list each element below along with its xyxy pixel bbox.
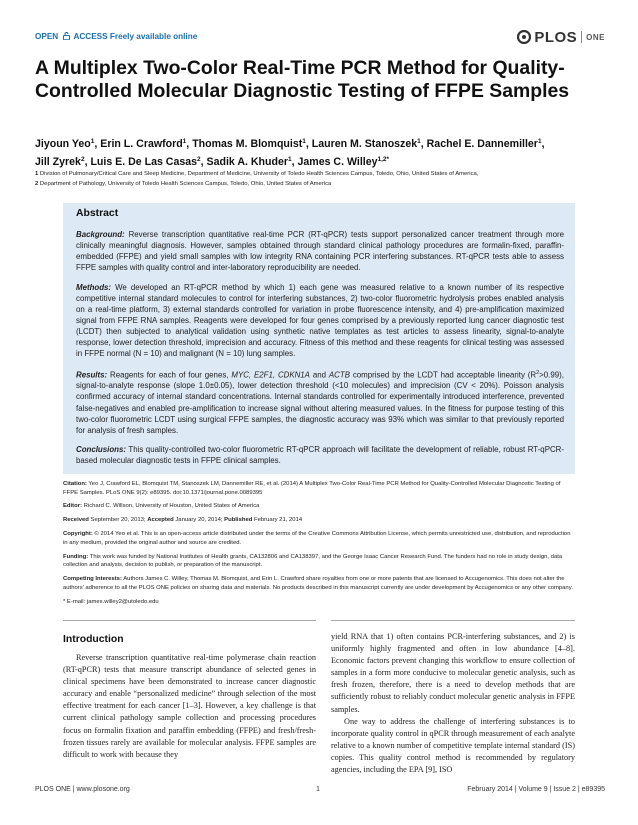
corresponding-email[interactable]: * E-mail: james.willey2@utoledo.edu bbox=[63, 598, 159, 605]
accepted-label: Accepted bbox=[147, 517, 174, 524]
article-title: A Multiplex Two-Color Real-Time PCR Method for Quality-Controlled Molecular Diagnostic Testing of FFPE Samples bbox=[35, 57, 570, 102]
author-affil-sup: 2 bbox=[197, 156, 201, 163]
funding-text: This work was funded by National Institutes of Health grants, CA132806 and CA138397, and the George Isaac Cancer Research Fund. The funders had no role in study design, data collection and analysis, decision to publish, or preparation of the manuscript. bbox=[63, 553, 563, 569]
conclusions-label: Conclusions: bbox=[76, 445, 126, 455]
copyright bbox=[63, 530, 575, 547]
open-access-label bbox=[35, 32, 197, 41]
page-footer bbox=[35, 786, 605, 798]
affiliations bbox=[35, 169, 610, 189]
plos-logo[interactable] bbox=[517, 28, 605, 46]
intro-paragraph-2: One way to address the challenge of interfering substances is to incorporate quality control in qPCR through measurement of each analyte relative to a known number of competitive template internal standard (IS) copies. This quality control method is recommended by regulatory agencies, including the EPA [9], ISO bbox=[331, 716, 575, 775]
abstract-results bbox=[76, 368, 564, 436]
editor bbox=[63, 502, 575, 511]
dates bbox=[63, 516, 575, 525]
methods-label: Methods: bbox=[76, 282, 112, 292]
author-name: Rachel E. Dannemiller bbox=[426, 138, 538, 150]
funding bbox=[63, 553, 575, 570]
column-rule-right bbox=[331, 620, 575, 621]
author-affil-sup: 1 bbox=[287, 156, 292, 163]
introduction-heading: Introduction bbox=[63, 634, 124, 645]
logo-divider bbox=[581, 31, 582, 43]
author[interactable] bbox=[35, 138, 94, 150]
abstract-body bbox=[76, 229, 564, 475]
author-name: James C. Willey bbox=[297, 156, 378, 168]
received-date: September 20, 2013; bbox=[90, 517, 146, 524]
article-metadata bbox=[63, 480, 575, 612]
editor-label: Editor: bbox=[63, 503, 82, 510]
results-text: Reagents for each of four genes, bbox=[110, 370, 232, 380]
author-affil-sup: 1 bbox=[90, 138, 95, 145]
results-genes: MYC, E2F1, CDKN1A bbox=[231, 370, 310, 380]
body-column-right bbox=[331, 631, 575, 776]
author-name: Lauren M. Stanoszek bbox=[311, 138, 418, 150]
author[interactable] bbox=[100, 138, 186, 150]
author-name: Sadik A. Khuder bbox=[206, 156, 288, 168]
results-gene4: ACTB bbox=[328, 370, 350, 380]
author-affil-sup: 1 bbox=[182, 138, 187, 145]
author-name: Thomas M. Blomquist bbox=[192, 138, 303, 150]
competing-label: Competing Interests: bbox=[63, 576, 122, 583]
body-column-left bbox=[63, 633, 316, 761]
author-affil-sup: 1 bbox=[417, 138, 421, 145]
author[interactable] bbox=[192, 138, 306, 150]
author-name: Erin L. Crawford bbox=[100, 138, 183, 150]
abstract-box bbox=[63, 203, 575, 474]
intro-paragraph-1-cont: yield RNA that 1) often contains PCR-interfering substances, and 2) is uniformly highly fragmented and often in low abundance [4–8]. Economic factors prevent changing this workflow to ensure collection of samples in a form more conducive to molecular genetic analysis, such as fresh frozen, therefore, there is a need to develop methods that are sufficiently robust to reliably conduct molecular genetic analysis in FFPE samples. bbox=[331, 632, 575, 714]
results-and: and bbox=[309, 370, 329, 380]
published-date: February 21, 2014 bbox=[253, 517, 303, 524]
open-access-text: OPEN bbox=[35, 32, 59, 41]
access-freely-text: ACCESS Freely available online bbox=[73, 32, 198, 41]
affiliation-number: 2 bbox=[35, 181, 39, 187]
author-affil-sup: 2 bbox=[80, 156, 85, 163]
citation-label: Citation: bbox=[63, 481, 87, 487]
results-label: Results: bbox=[76, 370, 108, 380]
affiliation-text: Division of Pulmonary/Critical Care and Sleep Medicine, Department of Medicine, University of Toledo Health Sciences Campus, Toledo, Ohio, United States of America, bbox=[39, 171, 479, 177]
abstract-methods bbox=[76, 282, 564, 360]
affiliation-1 bbox=[35, 169, 610, 179]
affiliation-number: 1 bbox=[35, 171, 39, 177]
author-affil-sup: 1 bbox=[302, 138, 306, 145]
author-name: Luis E. De Las Casas bbox=[90, 156, 198, 168]
author[interactable] bbox=[90, 156, 200, 168]
funding-label: Funding: bbox=[63, 553, 89, 560]
results-sup: 2 bbox=[536, 369, 540, 376]
author-affil-sup: 1 bbox=[537, 138, 542, 145]
competing-interests bbox=[63, 575, 575, 592]
abstract-background bbox=[76, 229, 564, 273]
accepted-date: January 20, 2014; bbox=[175, 517, 223, 524]
author[interactable] bbox=[312, 138, 421, 150]
copyright-label: Copyright: bbox=[63, 531, 93, 538]
open-lock-icon bbox=[63, 32, 70, 40]
conclusions-text: This quality-controlled two-color fluorometric RT-qPCR approach will facilitate the development of reliable, robust RT-qPCR-based molecular diagnostic tests in FFPE clinical samples. bbox=[76, 445, 564, 466]
results-text-3: >0.99), signal-to-analyte response (slope 1.0±0.05), lower detection threshold (<10 molecules) and imprecision (CV < 20%). Poisson analysis confirmed accuracy of internal standard concentrations. Internal standards controlled for experimentally introduced interference, prevented false-negatives and enabled pre-amplification to increase signal without altering measured values. In the fitness for purpose testing of this two-color fluorometric LCDT using surgical FFPE samples, the diagnostic accuracy was 93% which was similar to that previously reported for analysis of fresh samples. bbox=[76, 370, 564, 435]
footer-journal[interactable]: PLOS ONE | www.plosone.org bbox=[35, 786, 130, 793]
intro-paragraph-1: Reverse transcription quantitative real-time polymerase chain reaction (RT-qPCR) tests that measure transcript abundance of selected genes in clinical specimens have been demonstrated to increase cancer diagnostic accuracy and enable “personalized medicine” through selection of the most effective treatment for each cancer [1–3]. However, a key challenge is that current clinical pathology sample collection and processing procedures focus on formalin fixation and paraffin embedding (FFPE) and fresh/fresh-frozen tissues rarely are available for molecular analysis. FFPE samples are difficult to work with because they bbox=[63, 653, 316, 759]
header-bar bbox=[35, 28, 605, 48]
plos-one-text: ONE bbox=[586, 32, 605, 42]
author-name: Jiyoun Yeo bbox=[35, 138, 91, 150]
column-rule-left bbox=[63, 620, 316, 621]
author-name: Jill Zyrek bbox=[35, 156, 81, 168]
copyright-text: © 2014 Yeo et al. This is an open-access article distributed under the terms of the Creative Commons Attribution License, which permits unrestricted use, distribution, and reproduction in any medium, provided the original author and source are credited. bbox=[63, 531, 571, 546]
plos-logo-text: PLOS bbox=[534, 28, 578, 46]
author-list: Jiyoun Yeo$^1$, Erin L. Crawford$^1$, Thomas M. Blomquist$^1$, Lauren M. Stanoszek$^1$, Rachel E. Dannemiller$^1$, Jill Zyrek$^2$, Luis E. De Las Casas$^2$, Sadik A. Khuder$^1$, James C. Willey$^{1,2*}$ bbox=[35, 138, 545, 168]
background-label: Background: bbox=[76, 230, 125, 239]
author[interactable] bbox=[35, 156, 85, 168]
author-affil-sup: 1,2* bbox=[377, 156, 390, 163]
citation bbox=[63, 480, 575, 497]
author[interactable] bbox=[207, 156, 292, 168]
affiliation-2 bbox=[35, 179, 610, 189]
competing-text: Authors James C. Willey, Thomas M. Blomquist, and Erin L. Crawford share royalties from one or more patents that are licensed to Accugenomics. This does not alter the authors' adherence to all the PLOS ONE policies on sharing data and materials. No products described in this manuscript currently are under development by Accugenomics or any other company. bbox=[63, 576, 573, 591]
author[interactable] bbox=[298, 156, 390, 168]
results-text-2: comprised by the LCDT had acceptable linearity (R bbox=[349, 370, 537, 380]
published-label: Published bbox=[224, 517, 253, 524]
editor-text: Richard C. Willson, University of Houston, United States of America bbox=[83, 503, 260, 510]
methods-text: We developed an RT-qPCR method by which 1) each gene was measured relative to a known number of its respective competitive internal standard molecules to control for interfering substances, 2) two-color fluorometric hydrolysis probes enabled analysis on a real-time platform, 3) external standards controlled for variation in probe fluorescence intensity, and 4) pre-amplification maximized signal from FFPE RNA samples. Reagents were developed for four genes comprised by a previously reported lung cancer diagnostic test (LCDT) then subjected to analytical validation using synthetic native templates as test articles to assess linearity, signal-to-analyte response, lower detection threshold, imprecision and accuracy. Fitness of this method and these reagents for clinical testing was assessed in FFPE normal (N = 10) and malignant (N = 10) lung samples. bbox=[76, 282, 564, 359]
footer-issue: February 2014 | Volume 9 | Issue 2 | e89395 bbox=[467, 786, 605, 793]
author[interactable] bbox=[427, 138, 542, 150]
abstract-heading: Abstract bbox=[76, 208, 119, 219]
received-label: Received bbox=[63, 517, 89, 524]
page-number: 1 bbox=[316, 786, 320, 793]
abstract-conclusions bbox=[76, 444, 564, 466]
plos-logo-icon bbox=[517, 30, 531, 44]
citation-text[interactable]: Yeo J, Crawford EL, Blomquist TM, Stanoszek LM, Dannemiller RE, et al. (2014) A Multiplex Two-Color Real-Time PCR Method for Quality-Controlled Molecular Diagnostic Testing of FFPE Samples. PLoS ONE 9(2): e89395. doi:10.1371/journal.pone.0089395 bbox=[63, 481, 561, 496]
background-text: Reverse transcription quantitative real-time PCR (RT-qPCR) tests support personalized cancer treatment through more clinically meaningful diagnosis. However, samples obtained through standard clinical pathology procedures are formalin-fixed, paraffin-embedded (FFPE) and yield small samples with low integrity RNA containing PCR interfering substances. RT-qPCR tests able to assess FFPE samples with quality control and inter-laboratory reproducibility are needed. bbox=[76, 230, 564, 273]
affiliation-text: Department of Pathology, University of Toledo Health Sciences Campus, Toledo, Ohio, United States of America bbox=[39, 181, 332, 187]
